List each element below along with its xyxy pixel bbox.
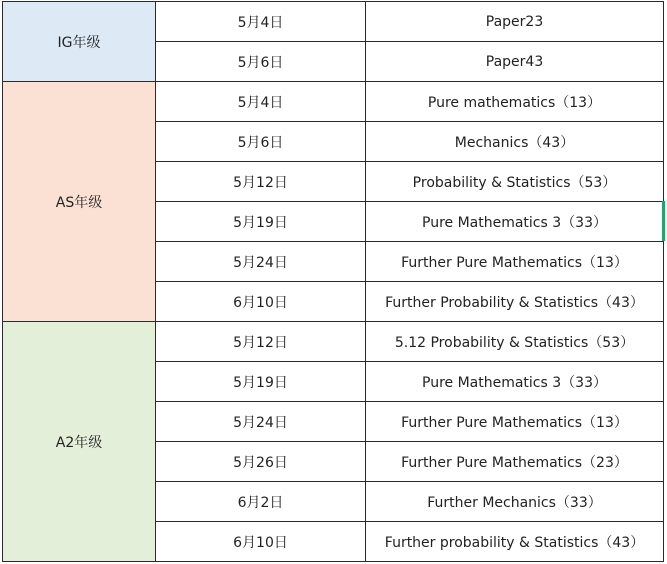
date-cell[interactable]: 5月6日: [156, 42, 366, 82]
subject-cell[interactable]: Further probability & Statistics（43）: [366, 522, 664, 562]
subject-cell[interactable]: Further Probability & Statistics（43）: [366, 282, 664, 322]
subject-cell[interactable]: Further Pure Mathematics（13）: [366, 402, 664, 442]
grade-cell-as[interactable]: AS年级: [3, 82, 156, 322]
subject-cell[interactable]: Paper43: [366, 42, 664, 82]
table-row: [3, 2, 664, 42]
subject-cell[interactable]: Probability & Statistics（53）: [366, 162, 664, 202]
date-cell[interactable]: 5月24日: [156, 402, 366, 442]
date-cell[interactable]: 5月26日: [156, 442, 366, 482]
date-cell[interactable]: 5月4日: [156, 82, 366, 122]
subject-cell[interactable]: Further Mechanics（33）: [366, 482, 664, 522]
exam-schedule-table: [2, 1, 664, 562]
subject-cell[interactable]: Paper23: [366, 2, 664, 42]
date-cell[interactable]: 5月12日: [156, 322, 366, 362]
table-row: [3, 82, 664, 122]
grade-cell-ig[interactable]: IG年级: [3, 2, 156, 82]
subject-cell[interactable]: 5.12 Probability & Statistics（53）: [366, 322, 664, 362]
subject-cell[interactable]: Pure Mathematics 3（33）: [366, 362, 664, 402]
subject-cell[interactable]: Further Pure Mathematics（23）: [366, 442, 664, 482]
subject-cell[interactable]: Further Pure Mathematics（13）: [366, 242, 664, 282]
subject-cell[interactable]: Pure mathematics（13）: [366, 82, 664, 122]
cell-selection-edge: [662, 201, 665, 241]
subject-cell[interactable]: Pure Mathematics 3（33）: [366, 202, 664, 242]
date-cell[interactable]: 6月2日: [156, 482, 366, 522]
date-cell[interactable]: 5月19日: [156, 202, 366, 242]
subject-cell[interactable]: Mechanics（43）: [366, 122, 664, 162]
date-cell[interactable]: 5月12日: [156, 162, 366, 202]
grade-cell-a2[interactable]: A2年级: [3, 322, 156, 562]
date-cell[interactable]: 5月4日: [156, 2, 366, 42]
date-cell[interactable]: 5月6日: [156, 122, 366, 162]
date-cell[interactable]: 5月24日: [156, 242, 366, 282]
date-cell[interactable]: 6月10日: [156, 522, 366, 562]
table-row: [3, 322, 664, 362]
date-cell[interactable]: 6月10日: [156, 282, 366, 322]
date-cell[interactable]: 5月19日: [156, 362, 366, 402]
